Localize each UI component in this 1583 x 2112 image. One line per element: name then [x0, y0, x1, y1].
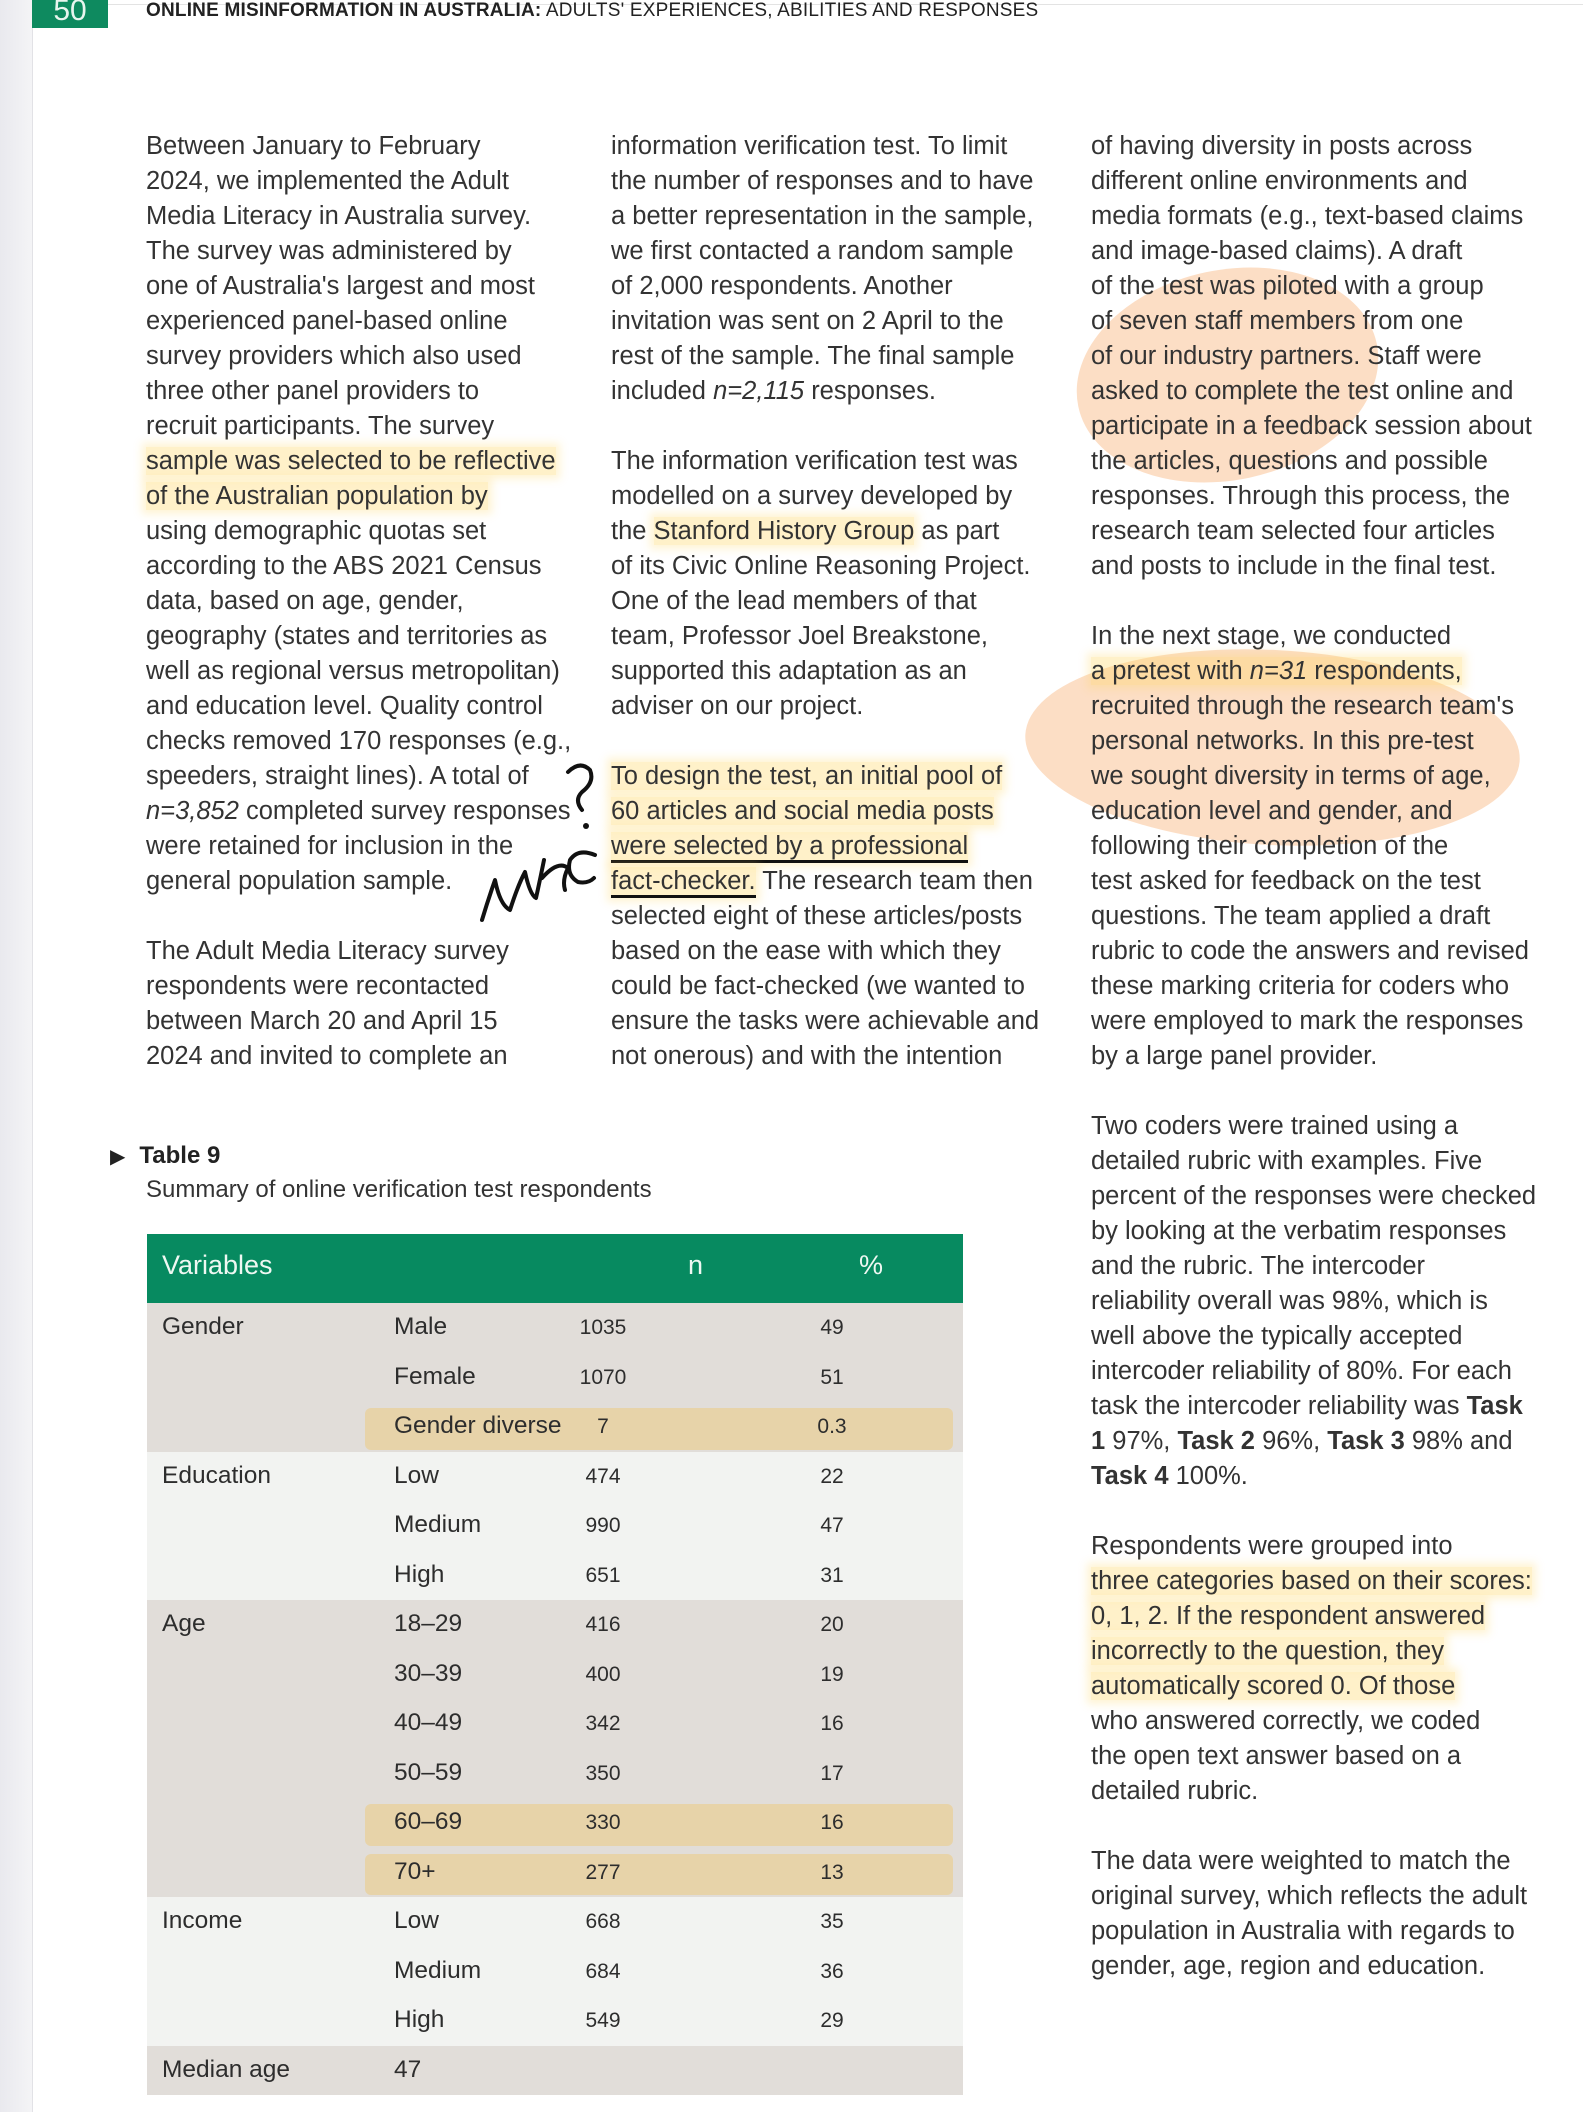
text-line: we first contacted a random sample	[611, 237, 1014, 265]
percent-cell: 31	[820, 1563, 844, 1587]
table-row	[147, 1353, 963, 1403]
text-line: rubric to code the answers and revised	[1091, 937, 1529, 965]
category-cell: 18–29	[394, 1610, 463, 1637]
n-cell: 277	[585, 1860, 621, 1884]
table-row	[147, 1501, 963, 1551]
table-row	[147, 1600, 963, 1650]
sample-size: n=31	[1249, 657, 1308, 685]
text-line: using demographic quotas set	[146, 517, 487, 545]
table-row	[147, 1996, 963, 2046]
text-line: The data were weighted to match the	[1091, 1847, 1511, 1875]
text-line: the open text answer based on a	[1091, 1742, 1462, 1770]
n-cell: 651	[585, 1563, 621, 1587]
task-label: Task 4	[1091, 1462, 1169, 1490]
paragraph	[1091, 1844, 1531, 1984]
text-line: of having diversity in posts across	[1091, 132, 1473, 160]
text-line: and posts to include in the final test.	[1091, 552, 1497, 580]
text-line: asked to complete the test online and	[1091, 377, 1514, 405]
text-fragment: The research team then	[762, 867, 1033, 895]
table-row	[147, 1452, 963, 1502]
text-line: and the rubric. The intercoder	[1091, 1252, 1426, 1280]
percent-cell: 16	[820, 1712, 844, 1735]
percent-cell: 20	[820, 1613, 844, 1636]
table-row	[147, 1749, 963, 1799]
task-label: Task 3	[1327, 1427, 1405, 1455]
text-line: and image-based claims). A draft	[1091, 237, 1463, 265]
highlighted-text: three categories based on their scores:	[1091, 1567, 1532, 1595]
text-fragment: a pretest with	[1091, 657, 1243, 685]
category-cell: High	[394, 1560, 445, 1588]
sample-size: n=2,115	[713, 377, 805, 405]
category-cell: Female	[394, 1362, 476, 1390]
highlighted-text	[1091, 657, 1462, 685]
viewer-left-edge	[0, 0, 33, 2112]
text-line: experienced panel-based online	[146, 307, 508, 335]
text-line: Between January to February	[146, 132, 481, 160]
text-line: were employed to mark the responses	[1091, 1007, 1524, 1035]
highlighted-underlined-text: fact-checker.	[611, 867, 756, 898]
text-line: recruited through the research team's	[1091, 692, 1515, 720]
text-line: education level and gender, and	[1091, 797, 1453, 825]
text-fragment: responses.	[811, 377, 936, 405]
percent-cell: 17	[820, 1761, 844, 1785]
percent-cell: 0.3	[817, 1415, 847, 1438]
text-line: ensure the tasks were achievable and	[611, 1007, 1040, 1035]
category-cell: 47	[394, 2055, 422, 2083]
percent-cell: 16	[820, 1811, 844, 1834]
table-group	[147, 1897, 963, 2046]
text-line: personal networks. In this pre-test	[1091, 727, 1474, 755]
table-body	[147, 1303, 963, 2095]
highlighted-text: To design the test, an initial pool of	[611, 762, 1003, 790]
running-header-rest: ADULTS' EXPERIENCES, ABILITIES AND RESPONSES	[541, 0, 1039, 21]
text-line: of its Civic Online Reasoning Project.	[611, 552, 1031, 580]
text-line: intercoder reliability of 80%. For each	[1091, 1357, 1512, 1385]
percent-cell: 29	[820, 2009, 844, 2032]
text-line: recruit participants. The survey	[146, 412, 495, 440]
category-cell: 40–49	[394, 1709, 463, 1736]
text-line: these marking criteria for coders who	[1091, 972, 1510, 1000]
table-row	[147, 1947, 963, 1997]
page-number: 50	[32, 0, 108, 28]
text-line: based on the ease with which they	[611, 937, 1001, 965]
n-cell: 990	[585, 1514, 621, 1537]
text-line: speeders, straight lines). A total of	[146, 762, 529, 790]
paragraph	[146, 934, 576, 1074]
text-line: could be fact-checked (we wanted to	[611, 972, 1025, 1000]
text-line: In the next stage, we conducted	[1091, 622, 1452, 650]
paragraph	[146, 129, 576, 899]
text-fragment: the	[611, 517, 647, 545]
task-label: Task	[1466, 1392, 1523, 1420]
text-line: of our industry partners. Staff were	[1091, 342, 1482, 370]
text-line: of the test was piloted with a group	[1091, 272, 1484, 300]
text-line: we sought diversity in terms of age,	[1091, 762, 1491, 790]
table-caption	[110, 1140, 652, 1207]
text-line: detailed rubric with examples. Five	[1091, 1147, 1483, 1175]
percent-cell: 51	[820, 1365, 844, 1389]
table-group	[147, 1452, 963, 1601]
n-cell: 330	[585, 1811, 621, 1834]
text-line: selected eight of these articles/posts	[611, 902, 1023, 930]
text-line: the number of responses and to have	[611, 167, 1034, 195]
text-line: different online environments and	[1091, 167, 1468, 195]
category-cell: Low	[394, 1907, 439, 1934]
n-cell: 1070	[579, 1365, 627, 1389]
table-group	[147, 2046, 963, 2096]
table-row	[147, 1551, 963, 1601]
variable-cell: Median age	[162, 2055, 291, 2083]
text-line: The survey was administered by	[146, 237, 512, 265]
table-group	[147, 1303, 963, 1452]
category-cell: Medium	[394, 1956, 482, 1984]
category-cell: High	[394, 2006, 445, 2033]
paragraph	[1091, 1109, 1537, 1494]
n-cell: 668	[585, 1910, 621, 1933]
highlighted-text: incorrectly to the question, they	[1091, 1637, 1444, 1665]
highlighted-text: 0, 1, 2. If the respondent answered	[1091, 1602, 1486, 1630]
percent-cell: 22	[820, 1464, 844, 1488]
running-header-bold: ONLINE MISINFORMATION IN AUSTRALIA:	[146, 0, 542, 21]
text-line: information verification test. To limit	[611, 132, 1008, 160]
text-line: well as regional versus metropolitan)	[146, 657, 560, 685]
table-row	[147, 2046, 963, 2096]
task-label: 1	[1091, 1427, 1106, 1455]
text-line: team, Professor Joel Breakstone,	[611, 622, 989, 650]
text-line: well above the typically accepted	[1091, 1322, 1463, 1350]
n-cell: 684	[585, 1959, 621, 1983]
sample-size: n=3,852	[146, 797, 239, 825]
table-row	[147, 1798, 963, 1848]
variable-cell: Education	[162, 1461, 271, 1489]
table-subtitle: Summary of online verification test respondents	[146, 1176, 652, 1203]
table-row	[147, 1699, 963, 1749]
text-line: invitation was sent on 2 April to the	[611, 307, 1004, 335]
text-line: by a large panel provider.	[1091, 1042, 1378, 1070]
text-line: modelled on a survey developed by	[611, 482, 1013, 510]
text-line: three other panel providers to	[146, 377, 480, 405]
respondents-table	[147, 1234, 963, 2095]
category-cell: 30–39	[394, 1659, 463, 1687]
text-line: Respondents were grouped into	[1091, 1532, 1453, 1560]
paragraph	[1091, 1529, 1531, 1809]
highlighted-text: Stanford History Group	[653, 517, 915, 545]
text-line: questions. The team applied a draft	[1091, 902, 1491, 930]
highlighted-text: automatically scored 0. Of those	[1091, 1672, 1456, 1700]
table-row	[147, 1897, 963, 1947]
highlighted-text: sample was selected to be reflective	[146, 447, 556, 475]
variable-cell: Income	[162, 1907, 243, 1934]
paragraph	[611, 444, 1041, 724]
paragraph	[1091, 619, 1531, 1074]
text-line: checks removed 170 responses (e.g.,	[146, 727, 572, 755]
text-line: test asked for feedback on the test	[1091, 867, 1481, 895]
header-variables: Variables	[162, 1250, 273, 1280]
text-line: respondents were recontacted	[146, 972, 490, 1000]
text-line: by looking at the verbatim responses	[1091, 1217, 1507, 1245]
text-line: between March 20 and April 15	[146, 1007, 498, 1035]
text-line: The information verification test was	[611, 447, 1018, 475]
highlighted-text: 60 articles and social media posts	[611, 797, 994, 825]
text-line: rest of the sample. The final sample	[611, 342, 1015, 370]
text-line: of 2,000 respondents. Another	[611, 272, 953, 300]
category-cell: 50–59	[394, 1758, 463, 1786]
body-column-1	[146, 129, 576, 1109]
task-value: 98% and	[1404, 1427, 1513, 1455]
n-cell: 549	[585, 2009, 621, 2032]
percent-cell: 19	[820, 1662, 844, 1686]
body-column-2	[611, 129, 1041, 1109]
n-cell: 350	[585, 1761, 621, 1785]
variable-cell: Age	[162, 1610, 206, 1637]
text-line: One of the lead members of that	[611, 587, 977, 615]
text-line: 2024, we implemented the Adult	[146, 167, 509, 195]
text-line: percent of the responses were checked	[1091, 1182, 1537, 1210]
table-row	[147, 1402, 963, 1452]
table-row	[147, 1303, 963, 1353]
percent-cell: 47	[820, 1514, 844, 1537]
text-line: general population sample.	[146, 867, 453, 895]
text-line: geography (states and territories as	[146, 622, 548, 650]
text-line: reliability overall was 98%, which is	[1091, 1287, 1488, 1315]
text-line: participate in a feedback session about	[1091, 412, 1532, 440]
percent-cell: 36	[820, 1959, 844, 1983]
highlighted-underlined-text: were selected by a professional	[611, 832, 968, 863]
paragraph	[611, 759, 1041, 1074]
table-group	[147, 1600, 963, 1897]
percent-cell: 13	[820, 1860, 844, 1884]
text-line: The Adult Media Literacy survey	[146, 937, 509, 965]
text-line: following their completion of the	[1091, 832, 1449, 860]
text-line: detailed rubric.	[1091, 1777, 1259, 1805]
text-line: media formats (e.g., text-based claims	[1091, 202, 1524, 230]
n-cell: 400	[585, 1662, 621, 1686]
triangle-right-icon: ▶	[110, 1146, 126, 1168]
table-row	[147, 1848, 963, 1898]
percent-cell: 49	[820, 1316, 844, 1339]
text-line: a better representation in the sample,	[611, 202, 1034, 230]
variable-cell: Gender	[162, 1313, 244, 1340]
text-fragment: as part	[921, 517, 1000, 545]
text-fragment: respondents,	[1314, 657, 1462, 685]
category-cell: Gender diverse	[394, 1412, 562, 1439]
n-cell: 474	[585, 1464, 621, 1488]
text-line: survey providers which also used	[146, 342, 522, 370]
category-cell: Low	[394, 1461, 439, 1489]
text-line: Two coders were trained using a	[1091, 1112, 1459, 1140]
text-line: data, based on age, gender,	[146, 587, 464, 615]
text-line: population in Australia with regards to	[1091, 1917, 1515, 1945]
paragraph	[1091, 129, 1531, 584]
n-cell: 7	[597, 1415, 609, 1438]
percent-cell: 35	[820, 1910, 844, 1933]
text-fragment: task the intercoder reliability was	[1091, 1392, 1460, 1420]
n-cell: 1035	[579, 1316, 627, 1339]
category-cell: 70+	[394, 1857, 436, 1885]
text-line: 2024 and invited to complete an	[146, 1042, 508, 1070]
text-line: Media Literacy in Australia survey.	[146, 202, 532, 230]
text-line: gender, age, region and education.	[1091, 1952, 1486, 1980]
task-label: Task 2	[1177, 1427, 1255, 1455]
task-value: 100%.	[1168, 1462, 1248, 1490]
text-line: research team selected four articles	[1091, 517, 1495, 545]
text-line: the articles, questions and possible	[1091, 447, 1488, 475]
category-cell: Male	[394, 1313, 448, 1340]
text-line: original survey, which reflects the adult	[1091, 1882, 1528, 1910]
header-percent: %	[859, 1250, 884, 1280]
text-line: completed survey responses	[245, 797, 571, 825]
text-line: not onerous) and with the intention	[611, 1042, 1003, 1070]
text-line: one of Australia's largest and most	[146, 272, 535, 300]
n-cell: 416	[585, 1613, 621, 1636]
running-header	[146, 0, 1038, 22]
table-header-row	[147, 1234, 963, 1303]
header-n: n	[688, 1250, 704, 1280]
task-value: 97%,	[1105, 1427, 1178, 1455]
highlighted-text: of the Australian population by	[146, 482, 488, 510]
text-fragment: included	[611, 377, 706, 405]
text-line: adviser on our project.	[611, 692, 864, 720]
category-cell: Medium	[394, 1511, 482, 1538]
category-cell: 60–69	[394, 1808, 463, 1835]
table-label: Table 9	[139, 1142, 221, 1169]
text-line: responses. Through this process, the	[1091, 482, 1511, 510]
text-line: and education level. Quality control	[146, 692, 543, 720]
text-line: who answered correctly, we coded	[1091, 1707, 1481, 1735]
table-row	[147, 1650, 963, 1700]
text-line: were retained for inclusion in the	[146, 832, 514, 860]
text-line: of seven staff members from one	[1091, 307, 1464, 335]
paragraph	[611, 129, 1041, 409]
n-cell: 342	[585, 1712, 621, 1735]
body-column-3	[1091, 129, 1537, 2019]
text-line: according to the ABS 2021 Census	[146, 552, 542, 580]
task-value: 96%,	[1254, 1427, 1328, 1455]
text-line: supported this adaptation as an	[611, 657, 967, 685]
